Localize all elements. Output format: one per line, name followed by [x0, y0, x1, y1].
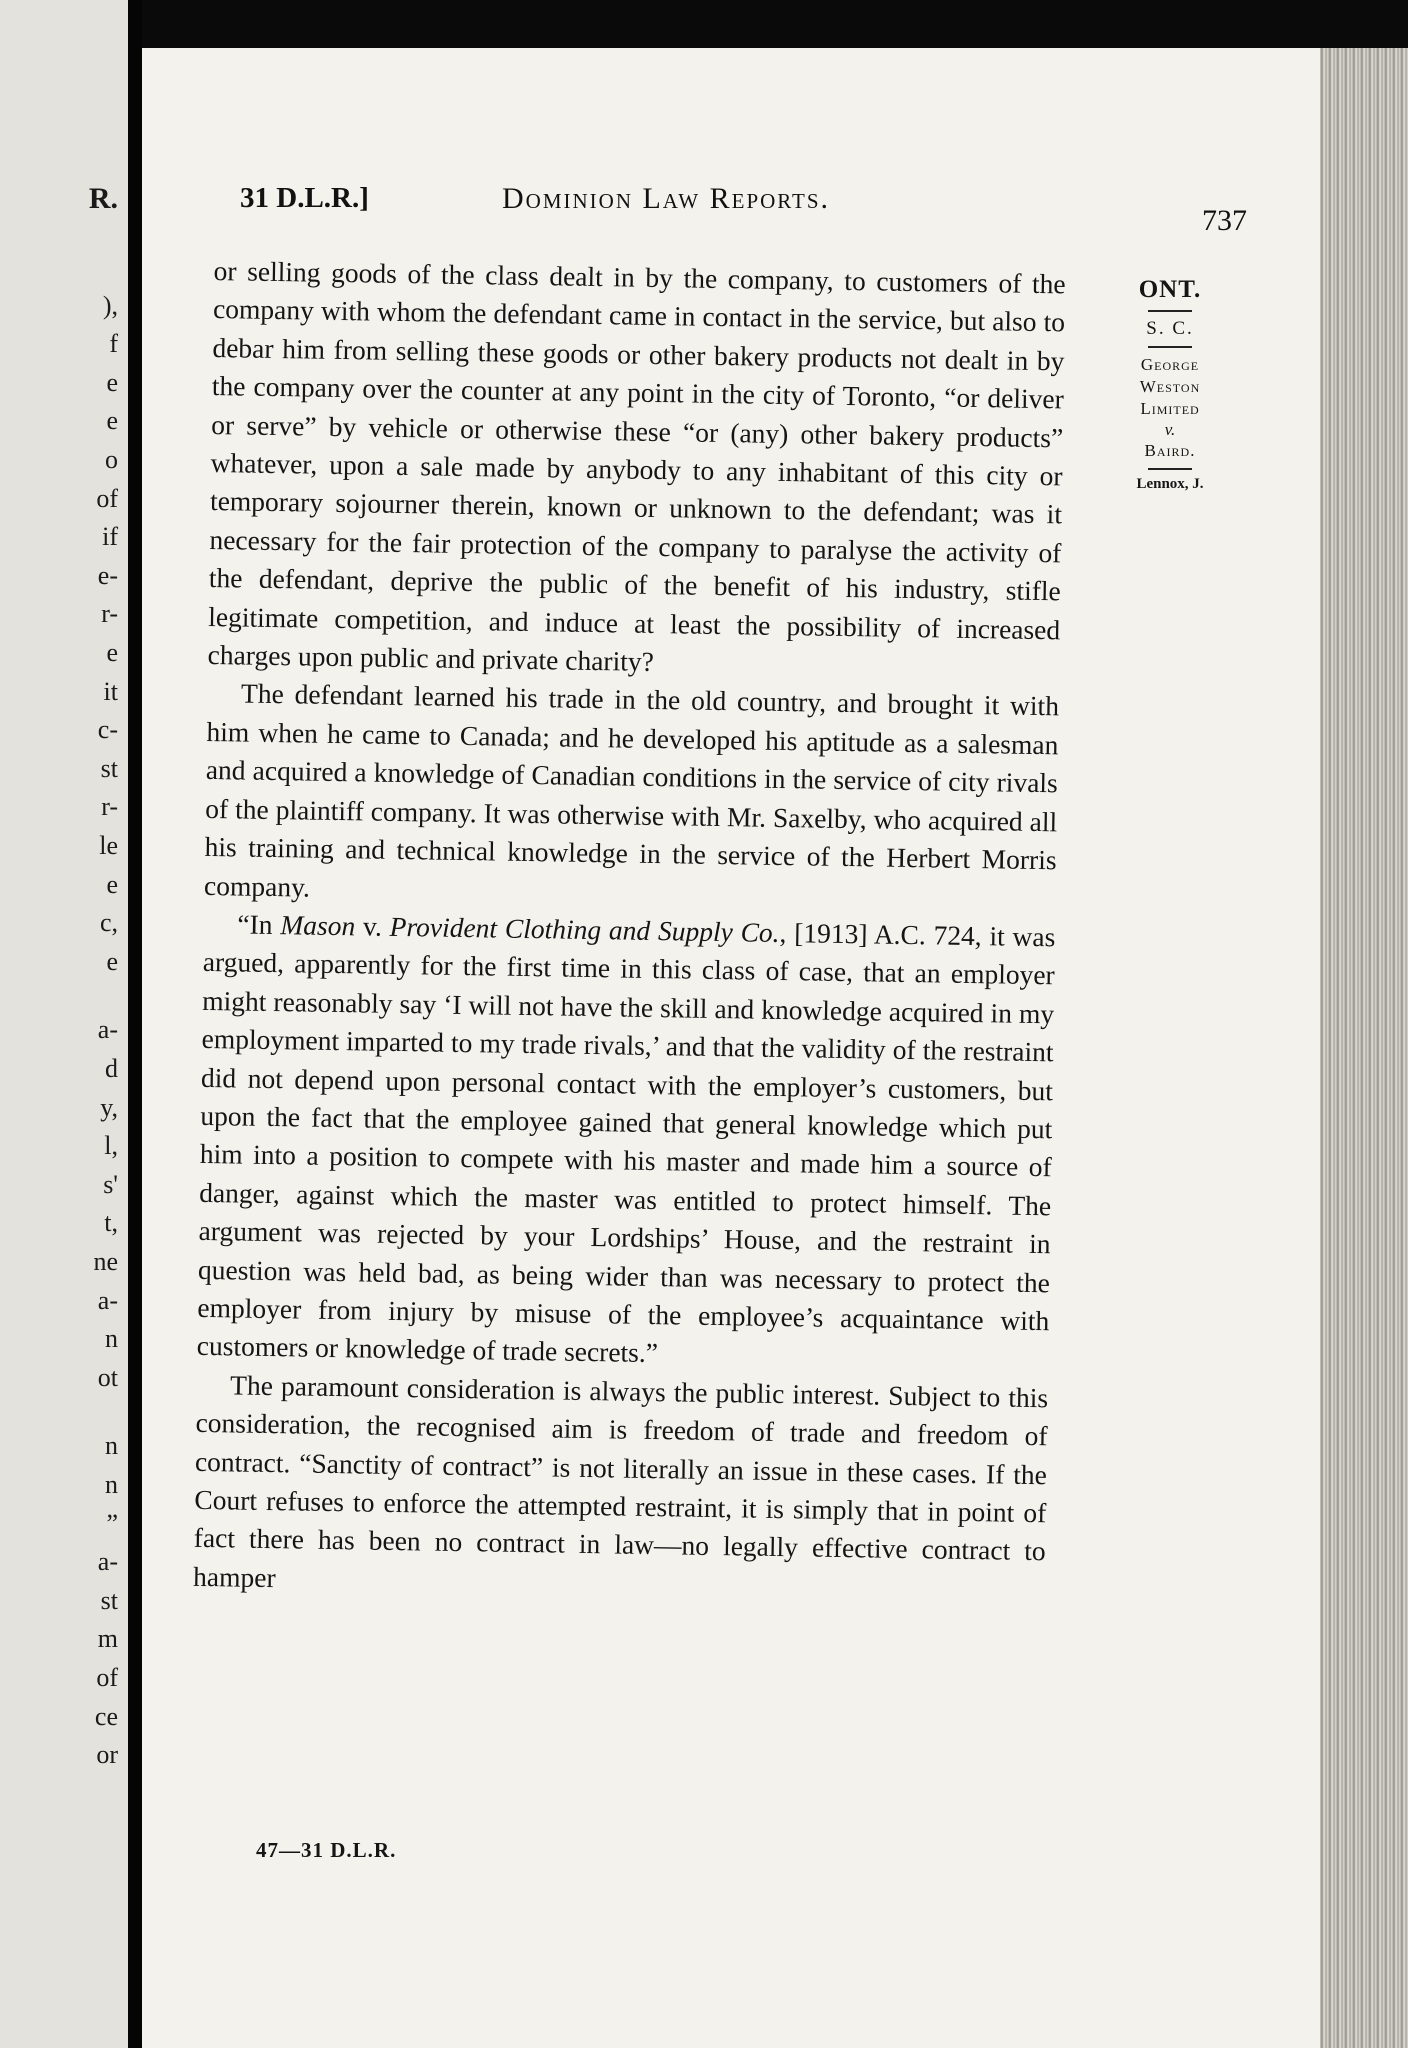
- prev-page-fragment: e: [106, 638, 118, 667]
- margin-rule: [1148, 468, 1192, 470]
- prev-page-fragment: a-: [97, 1015, 118, 1045]
- prev-page-fragment: r-: [101, 599, 118, 629]
- signature-mark: 47—31 D.L.R.: [256, 1838, 397, 1862]
- prev-page-fragment: f: [109, 329, 118, 359]
- prev-page-fragment: d: [105, 1054, 118, 1083]
- book-gutter: [128, 0, 142, 2048]
- margin-rule: [1148, 310, 1192, 312]
- prev-page-fragment: m: [97, 1624, 118, 1654]
- quote-open: “In: [237, 908, 281, 941]
- prev-page-fragment: ce: [94, 1701, 118, 1731]
- prev-page-fragment: e-: [97, 560, 118, 590]
- margin-note: [1110, 276, 1230, 493]
- prev-page-fragment: of: [96, 1663, 118, 1692]
- prev-page-fragment: c,: [99, 908, 118, 938]
- margin-jurisdiction: ONT.: [1138, 276, 1202, 303]
- page-number: 737: [1202, 204, 1247, 237]
- paragraph-1: or selling goods of the class dealt in by the company, to customers of the company with whom the defendant came in contact in the service, but also to debar him from selling these goods or other bakery products not dealt in by the company over the counter at any point in the city of Toronto, “or deliver or serve” by vehicle or otherwise these “or (any) other bakery products” whatever, upon a sale made by anybody to any inhabitant of this city or temporary sojourner therein, known or unknown to the defendant; was it necessary for the fair protection of the company to paralyse the activity of the defendant, deprive the public of the benefit of his industry, stifle legitimate competition, and induce at least the possibility of increased charges upon public and private charity?: [207, 254, 1066, 678]
- prev-page-fragment: e: [106, 869, 118, 899]
- prev-page-fragment: of: [96, 483, 118, 513]
- prev-page-fragment: a-: [97, 1285, 118, 1315]
- case-name-party1: Mason: [280, 909, 356, 942]
- paragraph-4: The paramount consideration is always the public interest. Subject to this consideration, the recognised aim is freedom of trade and freedom of contract. “Sanctity of contract” is not literally an issue in these cases. If the Court refuses to enforce the attempted restraint, it is simply that in point of fact there has been no contract in law—no legally effective contract to hamper: [192, 1369, 1049, 1593]
- margin-party1-c: Limited: [1140, 399, 1200, 418]
- header-title: Dominion Law Reports.: [502, 182, 831, 215]
- margin-party2: Baird.: [1144, 441, 1196, 460]
- prev-page-fragment: s': [103, 1169, 118, 1199]
- margin-party1-a: George: [1140, 355, 1200, 374]
- prev-page-fragment: or: [96, 1740, 118, 1770]
- previous-page-edge-text: [0, 0, 128, 2048]
- prev-page-fragment: e: [106, 406, 118, 436]
- header-volume: 31 D.L.R.]: [240, 182, 369, 214]
- prev-page-fragment: l,: [104, 1131, 118, 1161]
- prev-page-fragment: t,: [104, 1208, 118, 1238]
- prev-page-fragment: le: [99, 831, 118, 860]
- prev-page-fragment: if: [102, 522, 118, 552]
- prev-page-fragment: n: [105, 1470, 118, 1499]
- body-text: [193, 252, 1066, 1609]
- prev-page-fragment: a-: [97, 1547, 118, 1577]
- prev-page-fragment: r-: [101, 792, 118, 822]
- margin-versus: v.: [1164, 420, 1176, 439]
- prev-page-fragment: e: [106, 367, 118, 397]
- prev-page-fragment: n: [105, 1431, 118, 1461]
- page-edges: [1320, 48, 1408, 2048]
- paragraph-2: The defendant learned his trade in the old country, and brought it with him when he came to Canada; and he developed his aptitude as a salesman and acquired a knowledge of Canadian conditions in the service of city rivals of the plaintiff company. It was otherwise with Mr. Saxelby, who acquired all his training and technical knowledge in the service of the Herbert Morris company.: [203, 677, 1060, 903]
- case-name-party2: Provident Clothing and Supply Co.: [389, 910, 780, 948]
- background-corner: [1300, 0, 1408, 48]
- case-versus: v.: [354, 910, 390, 942]
- prev-page-fragment: st: [100, 753, 118, 783]
- prev-page-fragment: st: [100, 1585, 118, 1615]
- running-header: [240, 182, 1247, 242]
- prev-page-fragment: o: [105, 445, 118, 474]
- prev-page-fragment: ),: [102, 290, 118, 320]
- paragraph-3-text: , [1913] A.C. 724, it was argued, apparently for the first time in this class of case, that an employer might reasonably say ‘I will not have the skill and knowledge acquired in my employment imparted to my trade rivals,’ and that the validity of the restraint did not depend upon personal contact with the employer’s customers, but upon the fact that the employee gained that general knowledge which put him into a position to compete with his master and made him a source of danger, against which the master was entitled to protect himself. The argument was rejected by your Lordships’ House, and the restraint in question was held bad, as being wider than was necessary to protect the employer from injury by misuse of the employee’s acquaintance with customers or knowledge of trade secrets.”: [196, 916, 1056, 1369]
- prev-page-fragment: n: [105, 1324, 118, 1354]
- prev-page-fragment: y,: [100, 1092, 118, 1122]
- prev-page-fragment: R.: [88, 182, 118, 215]
- prev-page-fragment: c-: [97, 715, 118, 745]
- prev-page-fragment: ”: [106, 1508, 118, 1538]
- margin-party1-b: Weston: [1139, 377, 1201, 396]
- prev-page-fragment: ot: [97, 1362, 118, 1392]
- paragraph-3: [197, 905, 1056, 1379]
- margin-judge: Lennox, J.: [1136, 476, 1204, 492]
- prev-page-fragment: it: [103, 676, 118, 706]
- prev-page-fragment: e: [106, 946, 118, 976]
- margin-court: S. C.: [1146, 318, 1194, 339]
- margin-rule: [1148, 346, 1192, 348]
- prev-page-fragment: ne: [93, 1247, 118, 1276]
